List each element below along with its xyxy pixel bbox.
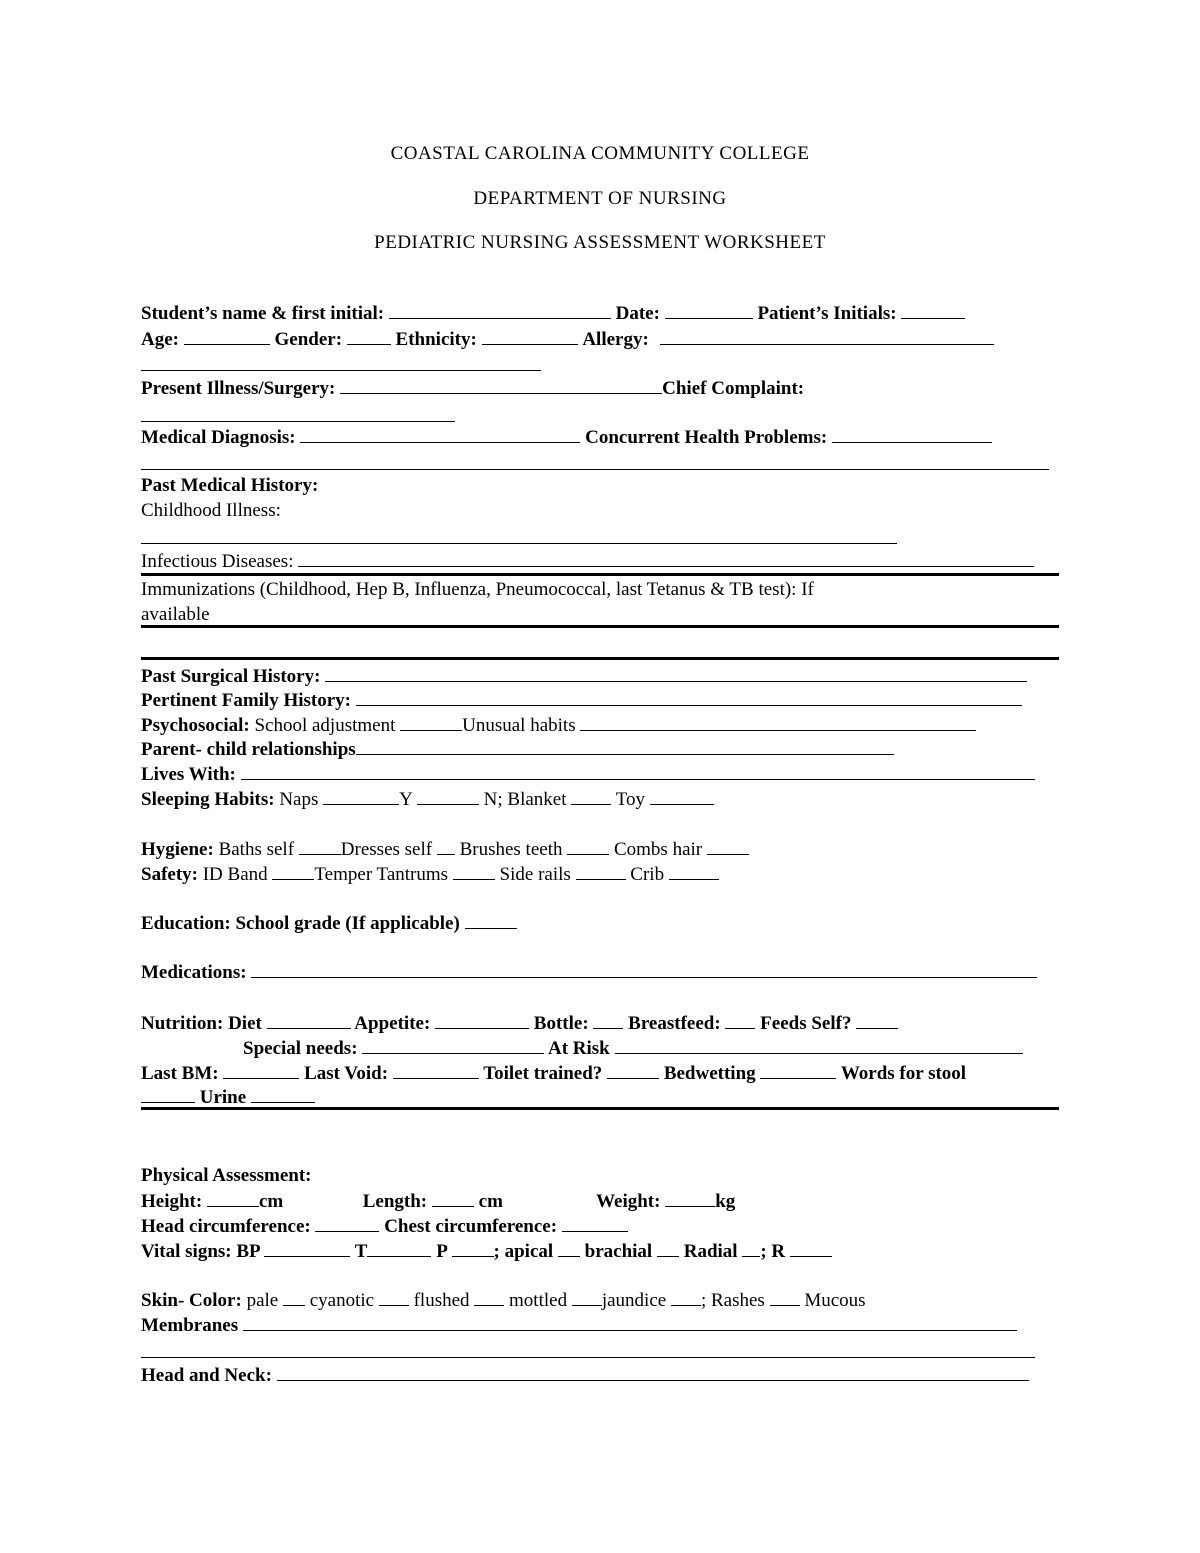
bp-field[interactable] xyxy=(264,1238,350,1257)
gender-label: Gender: xyxy=(274,329,343,350)
past-surgical-row xyxy=(141,663,1027,687)
at-risk-field[interactable] xyxy=(615,1035,1023,1054)
crib-field[interactable] xyxy=(669,861,719,880)
infectious-diseases-label: Infectious Diseases: xyxy=(141,551,294,572)
words-for-stool-label: Words for stool xyxy=(840,1063,967,1084)
head-neck-field[interactable] xyxy=(277,1362,1029,1381)
infectious-diseases-field[interactable] xyxy=(298,548,1034,567)
bottle-field[interactable] xyxy=(593,1010,623,1029)
ethnicity-field[interactable] xyxy=(482,326,578,345)
temp-field[interactable] xyxy=(367,1238,431,1257)
words-for-stool-field[interactable] xyxy=(141,1084,195,1103)
jaundice-label: jaundice xyxy=(601,1290,667,1311)
head-circ-field[interactable] xyxy=(315,1213,379,1232)
safety-label: Safety: xyxy=(141,864,198,885)
pale-label: pale xyxy=(246,1290,279,1311)
age-field[interactable] xyxy=(184,326,270,345)
demographics-row xyxy=(141,326,994,350)
temper-tantrums-field[interactable] xyxy=(453,861,495,880)
length-field[interactable] xyxy=(432,1188,474,1207)
parent-child-row xyxy=(141,736,894,760)
medical-diagnosis-label: Medical Diagnosis: xyxy=(141,427,296,448)
date-label: Date: xyxy=(615,303,660,324)
education-label: Education: School grade (If applicable) xyxy=(141,913,460,934)
cyanotic-field[interactable] xyxy=(379,1287,409,1306)
radial-label: Radial xyxy=(683,1241,738,1262)
medications-label: Medications: xyxy=(141,962,247,983)
nutrition-diet-label: Nutrition: Diet xyxy=(141,1013,262,1034)
hygiene-row xyxy=(141,836,749,860)
bedwetting-label: Bedwetting xyxy=(663,1063,756,1084)
rashes-field[interactable] xyxy=(770,1287,800,1306)
flushed-label: flushed xyxy=(413,1290,470,1311)
elimination-row xyxy=(141,1060,966,1084)
student-name-label: Student’s name & first initial: xyxy=(141,303,385,324)
side-rails-label: Side rails xyxy=(499,864,571,885)
section-divider xyxy=(141,625,1059,628)
dresses-self-field[interactable] xyxy=(437,836,455,855)
medications-row xyxy=(141,959,1037,983)
last-void-label: Last Void: xyxy=(304,1063,389,1084)
mottled-field[interactable] xyxy=(572,1287,602,1306)
vital-bp-label: Vital signs: BP xyxy=(141,1241,260,1262)
special-needs-field[interactable] xyxy=(362,1035,544,1054)
present-illness-row xyxy=(141,375,804,399)
diet-field[interactable] xyxy=(267,1010,351,1029)
family-history-row xyxy=(141,687,1022,711)
radial-field[interactable] xyxy=(742,1238,760,1257)
vital-signs-row xyxy=(141,1238,832,1262)
feeds-self-field[interactable] xyxy=(856,1010,898,1029)
naps-label: Naps xyxy=(279,789,319,810)
age-label: Age: xyxy=(141,329,179,350)
temper-tantrums-label: Temper Tantrums xyxy=(314,864,449,885)
membranes-continuation-line[interactable] xyxy=(141,1357,1035,1358)
mottled-label: mottled xyxy=(509,1290,568,1311)
allergy-field[interactable] xyxy=(660,326,994,345)
sleeping-habits-row xyxy=(141,786,714,810)
infectious-diseases-row xyxy=(141,548,1034,572)
chest-circ-field[interactable] xyxy=(562,1213,628,1232)
feeds-self-label: Feeds Self? xyxy=(760,1013,852,1034)
pulse-label: P xyxy=(436,1241,447,1262)
rashes-label: ; Rashes xyxy=(700,1290,765,1311)
measurements-row xyxy=(141,1188,735,1212)
unusual-habits-label: Unusual habits xyxy=(462,715,576,736)
education-row xyxy=(141,910,517,934)
at-risk-label: At Risk xyxy=(547,1038,610,1059)
student-name-field[interactable] xyxy=(389,300,611,319)
urine-row xyxy=(141,1084,315,1108)
allergy-continuation-line[interactable] xyxy=(141,370,541,371)
appetite-field[interactable] xyxy=(435,1010,529,1029)
dresses-self-label: Dresses self xyxy=(340,839,433,860)
chief-complaint-line[interactable] xyxy=(141,421,455,422)
physical-assessment-heading: Physical Assessment: xyxy=(141,1165,312,1186)
school-adjustment-field[interactable] xyxy=(400,712,462,731)
department-title: DEPARTMENT OF NURSING xyxy=(473,188,727,209)
parent-child-label: Parent- child relationships xyxy=(141,739,356,760)
special-needs-label: Special needs: xyxy=(243,1038,358,1059)
pulse-field[interactable] xyxy=(452,1238,494,1257)
temp-label: T xyxy=(354,1241,368,1262)
toilet-trained-field[interactable] xyxy=(607,1060,659,1079)
date-field[interactable] xyxy=(665,300,753,319)
worksheet-title: PEDIATRIC NURSING ASSESSMENT WORKSHEET xyxy=(374,232,826,253)
weight-label: Weight: xyxy=(596,1191,661,1212)
length-unit: cm xyxy=(478,1191,503,1212)
last-bm-field[interactable] xyxy=(223,1060,299,1079)
appetite-label: Appetite: xyxy=(354,1013,431,1034)
baths-self-label: Baths self xyxy=(218,839,295,860)
section-divider xyxy=(141,573,1059,576)
bedwetting-field[interactable] xyxy=(760,1060,836,1079)
sleeping-habits-label: Sleeping Habits: xyxy=(141,789,275,810)
brachial-field[interactable] xyxy=(657,1238,679,1257)
college-title: COASTAL CAROLINA COMMUNITY COLLEGE xyxy=(390,143,810,164)
head-neck-row xyxy=(141,1362,1029,1386)
past-surgical-field[interactable] xyxy=(325,663,1027,682)
parent-child-field[interactable] xyxy=(356,736,894,755)
height-field[interactable] xyxy=(207,1188,259,1207)
circumference-row xyxy=(141,1213,628,1237)
breastfeed-label: Breastfeed: xyxy=(628,1013,721,1034)
head-circ-label: Head circumference: xyxy=(141,1216,311,1237)
student-info-row xyxy=(141,300,965,324)
school-adjustment-label: School adjustment xyxy=(254,715,396,736)
ethnicity-label: Ethnicity: xyxy=(395,329,477,350)
blanket-field[interactable] xyxy=(571,786,611,805)
cyanotic-label: cyanotic xyxy=(309,1290,375,1311)
patient-initials-label: Patient’s Initials: xyxy=(757,303,897,324)
immunizations-line-1: Immunizations (Childhood, Hep B, Influenza, Pneumococcal, last Tetanus & TB test): If xyxy=(141,579,814,600)
naps-y-field[interactable] xyxy=(417,786,479,805)
skin-color-label: Skin- Color: xyxy=(141,1290,242,1311)
school-grade-field[interactable] xyxy=(465,910,517,929)
membranes-label: Membranes xyxy=(141,1315,239,1336)
hygiene-label: Hygiene: xyxy=(141,839,214,860)
naps-y-label: Y xyxy=(399,789,413,810)
id-band-field[interactable] xyxy=(272,861,314,880)
resp-field[interactable] xyxy=(790,1238,832,1257)
medications-field[interactable] xyxy=(251,959,1037,978)
length-label: Length: xyxy=(362,1191,428,1212)
gender-field[interactable] xyxy=(347,326,391,345)
immunizations-line-2: available xyxy=(141,604,210,625)
brushes-teeth-label: Brushes teeth xyxy=(459,839,563,860)
weight-field[interactable] xyxy=(665,1188,715,1207)
toy-label: Toy xyxy=(615,789,645,810)
concurrent-health-field[interactable] xyxy=(832,424,992,443)
membranes-row xyxy=(141,1312,1017,1336)
childhood-illness-label: Childhood Illness: xyxy=(141,500,281,521)
past-surgical-label: Past Surgical History: xyxy=(141,666,321,687)
lives-with-row xyxy=(141,761,1035,785)
combs-hair-label: Combs hair xyxy=(613,839,703,860)
toilet-trained-label: Toilet trained? xyxy=(483,1063,603,1084)
resp-label: ; R xyxy=(760,1241,786,1262)
safety-row xyxy=(141,861,719,885)
childhood-illness-line[interactable] xyxy=(141,543,897,544)
last-bm-label: Last BM: xyxy=(141,1063,219,1084)
family-history-field[interactable] xyxy=(356,687,1022,706)
brachial-label: brachial xyxy=(584,1241,653,1262)
crib-label: Crib xyxy=(630,864,665,885)
lives-with-field[interactable] xyxy=(241,761,1035,780)
height-label: Height: xyxy=(141,1191,203,1212)
family-history-label: Pertinent Family History: xyxy=(141,690,352,711)
skin-row xyxy=(141,1287,866,1311)
weight-unit: kg xyxy=(715,1191,736,1212)
toy-field[interactable] xyxy=(650,786,714,805)
lives-with-label: Lives With: xyxy=(141,764,236,785)
breastfeed-field[interactable] xyxy=(725,1010,755,1029)
psychosocial-row xyxy=(141,712,976,736)
medical-diagnosis-field[interactable] xyxy=(300,424,580,443)
nutrition-row xyxy=(141,1010,898,1034)
urine-label: Urine xyxy=(199,1087,247,1108)
jaundice-field[interactable] xyxy=(671,1287,701,1306)
flushed-field[interactable] xyxy=(474,1287,504,1306)
combs-hair-field[interactable] xyxy=(707,836,749,855)
id-band-label: ID Band xyxy=(202,864,268,885)
mucous-label: Mucous xyxy=(804,1290,866,1311)
concurrent-health-label: Concurrent Health Problems: xyxy=(585,427,828,448)
apical-field[interactable] xyxy=(558,1238,580,1257)
patient-initials-field[interactable] xyxy=(901,300,965,319)
side-rails-field[interactable] xyxy=(576,861,626,880)
apical-label: ; apical xyxy=(493,1241,554,1262)
naps-n-blanket-label: N; Blanket xyxy=(483,789,567,810)
psychosocial-label: Psychosocial: xyxy=(141,715,250,736)
height-unit: cm xyxy=(258,1191,284,1212)
baths-self-field[interactable] xyxy=(299,836,341,855)
brushes-teeth-field[interactable] xyxy=(567,836,609,855)
concurrent-health-line[interactable] xyxy=(141,469,1049,470)
membranes-field[interactable] xyxy=(243,1312,1017,1331)
unusual-habits-field[interactable] xyxy=(580,712,976,731)
last-void-field[interactable] xyxy=(393,1060,479,1079)
past-medical-history-heading: Past Medical History: xyxy=(141,475,319,496)
head-neck-label: Head and Neck: xyxy=(141,1365,272,1386)
present-illness-label: Present Illness/Surgery: xyxy=(141,378,336,399)
urine-field[interactable] xyxy=(251,1084,315,1103)
present-illness-field[interactable] xyxy=(340,375,662,394)
chief-complaint-label: Chief Complaint: xyxy=(662,378,805,399)
section-divider xyxy=(141,657,1059,660)
pale-field[interactable] xyxy=(283,1287,305,1306)
medical-diagnosis-row xyxy=(141,424,992,448)
allergy-label: Allergy: xyxy=(582,329,649,350)
special-needs-row xyxy=(243,1035,1023,1059)
naps-field[interactable] xyxy=(323,786,399,805)
chest-circ-label: Chest circumference: xyxy=(384,1216,558,1237)
section-divider xyxy=(141,1107,1059,1110)
bottle-label: Bottle: xyxy=(533,1013,589,1034)
